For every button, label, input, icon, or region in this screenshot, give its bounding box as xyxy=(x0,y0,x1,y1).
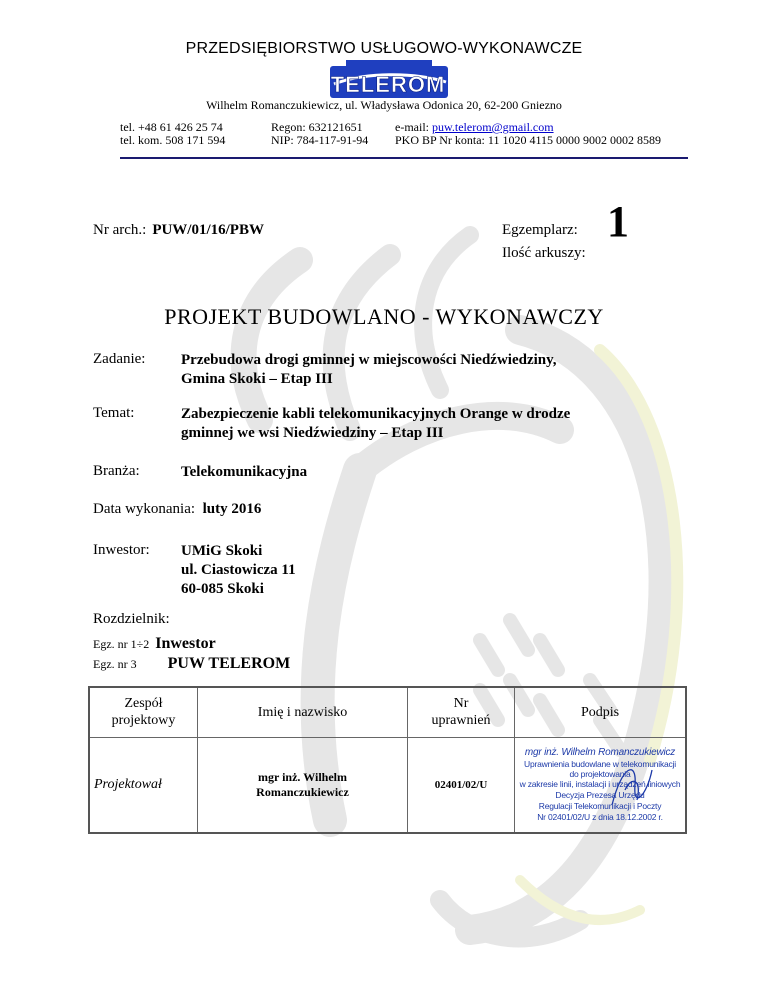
name-cell: mgr inż. Wilhelm Romanczukiewicz xyxy=(198,737,408,833)
header-divider xyxy=(120,157,688,159)
company-type: PRZEDSIĘBIORSTWO USŁUGOWO-WYKONAWCZE xyxy=(185,40,583,57)
stamp-line: Decyzja Prezesa Urzędu xyxy=(555,789,645,800)
phone-number: tel. +48 61 426 25 74 xyxy=(120,120,223,134)
registry-block xyxy=(271,121,368,147)
sheets-label: Ilość arkuszy: xyxy=(502,245,586,261)
archive-value: PUW/01/16/PBW xyxy=(152,222,264,238)
design-team-table xyxy=(88,686,687,834)
svg-text:TELEROM: TELEROM xyxy=(330,72,446,97)
signature-scribble-icon xyxy=(607,755,657,815)
copy-label: Egzemplarz: xyxy=(502,222,578,238)
stamp-line: do projektowania xyxy=(569,768,631,779)
task-line: Gmina Skoki – Etap III xyxy=(181,371,333,387)
archive-number xyxy=(93,222,264,239)
distribution-row xyxy=(93,635,216,653)
company-address: Wilhelm Romanczukiewicz, ul. Władysława Odonica 20, 62-200 Gniezno xyxy=(206,98,562,112)
nip-number: NIP: 784-117-91-94 xyxy=(271,133,369,147)
license-cell: 02401/02/U xyxy=(408,737,515,833)
stamp-line: Uprawnienia budowlane w telekomunikacji xyxy=(524,758,676,769)
distribution-recipient: PUW TELEROM xyxy=(167,655,291,672)
copy-number: 1 xyxy=(607,197,629,246)
investor-line: ul. Ciastowicza 11 xyxy=(181,562,296,578)
header-signature: Podpis xyxy=(515,687,687,737)
signature-cell xyxy=(515,737,687,833)
header-license: Nr uprawnień xyxy=(408,687,515,737)
branch-label: Branża: xyxy=(93,463,140,479)
telerom-logo xyxy=(324,58,452,100)
distribution-copy: Egz. nr 3 xyxy=(93,657,137,671)
task-value xyxy=(181,351,557,389)
table-row xyxy=(89,737,686,833)
mobile-number: tel. kom. 508 171 594 xyxy=(120,133,226,147)
header-name: Imię i nazwisko xyxy=(198,687,408,737)
topic-line: gminnej we wsi Niedźwiedziny – Etap III xyxy=(181,425,444,441)
signature-stamp xyxy=(517,745,683,825)
stamp-line: Nr 02401/02/U z dnia 18.12.2002 r. xyxy=(537,811,663,822)
task-label: Zadanie: xyxy=(93,351,146,367)
stamp-line: mgr inż. Wilhelm Romanczukiewicz xyxy=(524,746,676,758)
email-label: e-mail: xyxy=(395,120,432,134)
table-header-row xyxy=(89,687,686,737)
branch-value: Telekomunikacyjna xyxy=(181,464,308,480)
stamp-line: w zakresie linii, instalacji i urządzeń liniowych xyxy=(519,778,681,789)
phone-block xyxy=(120,121,225,147)
role-cell: Projektował xyxy=(89,737,198,833)
document-title: PROJEKT BUDOWLANO - WYKONAWCZY xyxy=(164,304,604,329)
topic-label: Temat: xyxy=(93,405,135,421)
stamp-line: Regulacji Telekomunikacji i Poczty xyxy=(538,800,662,811)
topic-value xyxy=(181,405,570,443)
regon-number: Regon: 632121651 xyxy=(271,120,363,134)
investor-line: UMiG Skoki xyxy=(181,543,263,559)
date-label: Data wykonania: xyxy=(93,501,196,517)
date-row xyxy=(93,501,261,518)
date-value: luty 2016 xyxy=(202,501,262,517)
investor-line: 60-085 Skoki xyxy=(181,581,264,597)
email-link[interactable]: puw.telerom@gmail.com xyxy=(431,120,554,134)
task-line: Przebudowa drogi gminnej w miejscowości Niedźwiedziny, xyxy=(181,352,557,368)
investor-value xyxy=(181,542,296,599)
topic-line: Zabezpieczenie kabli telekomunikacyjnych Orange w drodze xyxy=(181,406,571,422)
distribution-row xyxy=(93,655,290,673)
distribution-recipient: Inwestor xyxy=(155,635,216,652)
distribution-heading: Rozdzielnik: xyxy=(93,611,170,627)
bank-account: PKO BP Nr konta: 11 1020 4115 0000 9002 0002 8589 xyxy=(395,133,662,147)
header-team: Zespół projektowy xyxy=(89,687,198,737)
investor-label: Inwestor: xyxy=(93,542,150,558)
email-bank-block xyxy=(395,121,661,147)
archive-label: Nr arch.: xyxy=(93,222,147,238)
distribution-copy: Egz. nr 1÷2 xyxy=(93,637,150,651)
